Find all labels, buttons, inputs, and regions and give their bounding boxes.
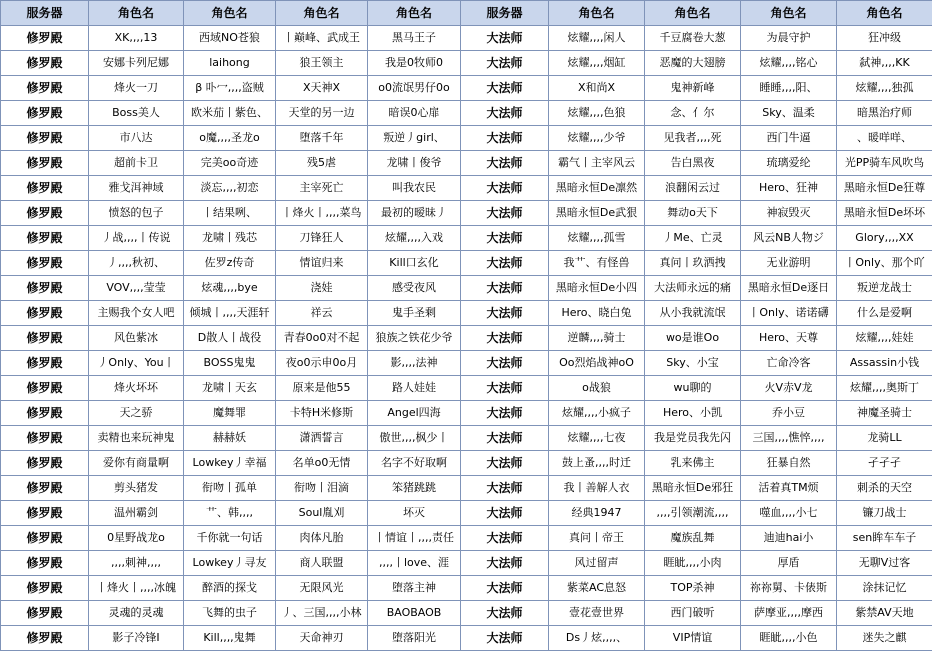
role-name-cell: 霸气丨主宰风云 [549, 151, 645, 176]
server-cell: 修罗殿 [1, 201, 89, 226]
role-name-cell: 厚盾 [741, 551, 837, 576]
server-cell: 修罗殿 [1, 401, 89, 426]
role-name-cell: 活着真TM烦 [741, 476, 837, 501]
role-name-cell: 炫耀,,,,小疯子 [549, 401, 645, 426]
role-name-cell: 坏灭 [368, 501, 461, 526]
role-name-cell: X和尚X [549, 76, 645, 101]
role-name-cell: 千豆腐卷大葱 [645, 26, 741, 51]
role-name-cell: 堕落千年 [276, 126, 368, 151]
role-name-cell: 睡睡,,,,阳、 [741, 76, 837, 101]
role-name-cell: 醉酒的探戈 [184, 576, 276, 601]
role-name-cell: 暗误0心扉 [368, 101, 461, 126]
role-name-cell: 炫耀,,,,独孤 [837, 76, 932, 101]
server-cell: 大法师 [461, 351, 549, 376]
table-header [1, 1, 932, 26]
role-name-cell: Kill口玄化 [368, 251, 461, 276]
role-name-cell: 我是党员我先闪 [645, 426, 741, 451]
table-row [1, 476, 932, 501]
table-row [1, 101, 932, 126]
role-name-cell: 紫禁AV天地 [837, 601, 932, 626]
role-name-cell: 炫耀,,,,铭心 [741, 51, 837, 76]
server-cell: 修罗殿 [1, 601, 89, 626]
role-name-cell: 刀锋狂人 [276, 226, 368, 251]
role-name-cell: 噬血,,,,小七 [741, 501, 837, 526]
role-name-cell: 黑马王子 [368, 26, 461, 51]
role-name-cell: 倾城丨,,,,天涯轩 [184, 301, 276, 326]
role-name-cell: Assassin小钱 [837, 351, 932, 376]
server-cell: 修罗殿 [1, 101, 89, 126]
role-name-cell: 无聊V过客 [837, 551, 932, 576]
role-name-cell: Lowkey丿寻友 [184, 551, 276, 576]
role-name-cell: 迪迪hai小 [741, 526, 837, 551]
server-cell: 大法师 [461, 551, 549, 576]
role-name-cell: 市八达 [89, 126, 184, 151]
role-name-cell: 叛逆龙战士 [837, 276, 932, 301]
role-name-cell: 睚眦,,,,小色 [741, 626, 837, 651]
role-name-cell: 丿Only、You丨 [89, 351, 184, 376]
server-cell: 修罗殿 [1, 551, 89, 576]
role-name-cell: 风云NB人物ジ [741, 226, 837, 251]
column-header-server: 服务器 [1, 1, 89, 26]
table-row [1, 501, 932, 526]
role-name-cell: 丨烽火丨,,,,冰魄 [89, 576, 184, 601]
role-name-cell: 丨巅峰、武成王 [276, 26, 368, 51]
role-name-cell: o战狼 [549, 376, 645, 401]
role-name-cell: 弑神,,,,KK [837, 51, 932, 76]
role-name-cell: 炫魂,,,,bye [184, 276, 276, 301]
server-cell: 修罗殿 [1, 51, 89, 76]
role-name-cell: Angel四海 [368, 401, 461, 426]
server-cell: 修罗殿 [1, 301, 89, 326]
header-row [1, 1, 932, 26]
role-name-cell: 镰刀战士 [837, 501, 932, 526]
table-body [1, 26, 932, 651]
role-name-cell: 名字不好取啊 [368, 451, 461, 476]
role-name-cell: 萨摩亚,,,,摩西 [741, 601, 837, 626]
server-cell: 大法师 [461, 26, 549, 51]
role-name-cell: 逆麟,,,,骑士 [549, 326, 645, 351]
server-cell: 大法师 [461, 151, 549, 176]
server-cell: 大法师 [461, 376, 549, 401]
server-cell: 修罗殿 [1, 501, 89, 526]
role-name-cell: Soul胤刈 [276, 501, 368, 526]
server-cell: 大法师 [461, 626, 549, 651]
role-name-cell: 飞舞的虫子 [184, 601, 276, 626]
server-cell: 修罗殿 [1, 151, 89, 176]
column-header-role-name: 角色名 [276, 1, 368, 26]
role-name-cell: 衔吻丨泪滴 [276, 476, 368, 501]
role-name-cell: 炫耀,,,,色狼 [549, 101, 645, 126]
role-name-cell: 衔吻丨孤单 [184, 476, 276, 501]
server-cell: 大法师 [461, 101, 549, 126]
role-name-cell: X天神X [276, 76, 368, 101]
table-row [1, 126, 932, 151]
role-name-cell: 叛逆丿girl、 [368, 126, 461, 151]
role-name-cell: 光PP骑车风吹鸟 [837, 151, 932, 176]
role-name-cell: Glory,,,,XX [837, 226, 932, 251]
server-cell: 修罗殿 [1, 76, 89, 101]
role-name-cell: 潇洒誓言 [276, 426, 368, 451]
role-name-cell: 丿Me、亡灵 [645, 226, 741, 251]
role-name-cell: 剪头猪发 [89, 476, 184, 501]
role-name-cell: XK,,,,13 [89, 26, 184, 51]
table-row [1, 76, 932, 101]
role-name-cell: ,,,,丨love、涯 [368, 551, 461, 576]
role-name-cell: laihong [184, 51, 276, 76]
table-row [1, 301, 932, 326]
server-cell: 大法师 [461, 451, 549, 476]
role-name-cell: β 卟冖,,,,盗贼 [184, 76, 276, 101]
role-name-cell: 炫耀,,,,少爷 [549, 126, 645, 151]
role-name-cell: 紫菜AC息怒 [549, 576, 645, 601]
table-row [1, 526, 932, 551]
role-name-cell: 丨Only、诺诺礴 [741, 301, 837, 326]
role-name-cell: Hero、天尊 [741, 326, 837, 351]
role-name-cell: 卡特H米修斯 [276, 401, 368, 426]
role-name-cell: 鬼手圣剩 [368, 301, 461, 326]
table-row [1, 226, 932, 251]
role-name-cell: 浪翻闲云过 [645, 176, 741, 201]
role-name-cell: TOP杀神 [645, 576, 741, 601]
server-cell: 大法师 [461, 201, 549, 226]
role-name-cell: 为晨守护 [741, 26, 837, 51]
role-name-cell: 丿,,,,秋初、 [89, 251, 184, 276]
role-name-cell: 安娜卡列尼娜 [89, 51, 184, 76]
role-name-cell: 西域NO苍狼 [184, 26, 276, 51]
table-row [1, 451, 932, 476]
role-name-cell: 肉体凡胎 [276, 526, 368, 551]
role-name-cell: Hero、小凯 [645, 401, 741, 426]
role-name-cell: 我丨善解人衣 [549, 476, 645, 501]
column-header-role-name: 角色名 [741, 1, 837, 26]
role-name-cell: 炫耀,,,,娃娃 [837, 326, 932, 351]
role-name-cell: 乳来佛主 [645, 451, 741, 476]
server-cell: 修罗殿 [1, 576, 89, 601]
role-name-cell: 黑暗永恒De狂尊 [837, 176, 932, 201]
server-cell: 修罗殿 [1, 326, 89, 351]
column-header-role-name: 角色名 [89, 1, 184, 26]
role-name-cell: 傲世,,,,枫少丨 [368, 426, 461, 451]
role-name-cell: 狼族之铁花少爷 [368, 326, 461, 351]
role-name-cell: 炫耀,,,,闲人 [549, 26, 645, 51]
role-name-cell: 主宰死亡 [276, 176, 368, 201]
role-name-cell: 原来是他55 [276, 376, 368, 401]
role-name-cell: Sky、小宝 [645, 351, 741, 376]
role-name-cell: 天命神刃 [276, 626, 368, 651]
role-name-cell: 狼王领主 [276, 51, 368, 76]
role-name-cell: 神魔圣骑士 [837, 401, 932, 426]
role-name-cell: 三国,,,,憔悴,,,, [741, 426, 837, 451]
table-row [1, 551, 932, 576]
role-name-cell: 爱你有商量啊 [89, 451, 184, 476]
role-name-cell: 龙骑LL [837, 426, 932, 451]
role-name-cell: 舞动o天下 [645, 201, 741, 226]
role-name-cell: 感受夜风 [368, 276, 461, 301]
server-cell: 修罗殿 [1, 626, 89, 651]
server-cell: 大法师 [461, 76, 549, 101]
server-cell: 修罗殿 [1, 526, 89, 551]
server-cell: 修罗殿 [1, 126, 89, 151]
role-name-cell: 什么是爱啊 [837, 301, 932, 326]
server-cell: 修罗殿 [1, 276, 89, 301]
column-header-server: 服务器 [461, 1, 549, 26]
server-cell: 修罗殿 [1, 226, 89, 251]
role-name-cell: 炫耀,,,,奥斯丁 [837, 376, 932, 401]
role-name-cell: ,,,,引领潮流,,,, [645, 501, 741, 526]
column-header-role-name: 角色名 [368, 1, 461, 26]
server-cell: 大法师 [461, 301, 549, 326]
role-name-cell: 欧米茄丨紫色、 [184, 101, 276, 126]
role-name-cell: 神寂毁灭 [741, 201, 837, 226]
role-name-cell: 超前卡卫 [89, 151, 184, 176]
role-name-cell: 丨结果咧、 [184, 201, 276, 226]
table-row [1, 251, 932, 276]
role-name-cell: 商人联盟 [276, 551, 368, 576]
column-header-role-name: 角色名 [645, 1, 741, 26]
role-name-cell: VIP情谊 [645, 626, 741, 651]
server-cell: 大法师 [461, 326, 549, 351]
role-name-cell: 黑暗永恒De邪狂 [645, 476, 741, 501]
server-cell: 修罗殿 [1, 476, 89, 501]
server-cell: 修罗殿 [1, 26, 89, 51]
role-name-cell: 黑暗永恒De小四 [549, 276, 645, 301]
role-name-cell: 最初的暧昧丿 [368, 201, 461, 226]
role-name-cell: 睚眦,,,,小肉 [645, 551, 741, 576]
role-name-cell: 恶魔的大翅膀 [645, 51, 741, 76]
server-cell: 大法师 [461, 426, 549, 451]
role-name-cell: wu聊的 [645, 376, 741, 401]
role-name-cell: 影,,,,法神 [368, 351, 461, 376]
role-name-cell: wo是谁Oo [645, 326, 741, 351]
role-name-cell: 炫耀,,,,烟缸 [549, 51, 645, 76]
role-name-cell: 炫耀,,,,七夜 [549, 426, 645, 451]
role-name-cell: 炫耀,,,,入戏 [368, 226, 461, 251]
role-name-cell: 丨烽火丨,,,,菜鸟 [276, 201, 368, 226]
role-name-cell: 黑暗永恒De坏坏 [837, 201, 932, 226]
role-name-cell: 壹花壹世界 [549, 601, 645, 626]
role-name-cell: 琉璃爱纶 [741, 151, 837, 176]
server-cell: 大法师 [461, 401, 549, 426]
server-cell: 大法师 [461, 51, 549, 76]
server-cell: 修罗殿 [1, 376, 89, 401]
role-name-cell: Lowkey丿幸福 [184, 451, 276, 476]
role-name-cell: 西门牛逼 [741, 126, 837, 151]
table-row [1, 626, 932, 651]
role-name-cell: 狂暴自然 [741, 451, 837, 476]
role-name-cell: 、暖咩咩、 [837, 126, 932, 151]
role-name-cell: 笨猪跳跳 [368, 476, 461, 501]
server-cell: 修罗殿 [1, 351, 89, 376]
role-name-cell: VOV,,,,莹莹 [89, 276, 184, 301]
role-name-cell: 鼓上蚤,,,,时迁 [549, 451, 645, 476]
role-name-cell: 情谊归来 [276, 251, 368, 276]
role-name-cell: 烽火坏坏 [89, 376, 184, 401]
role-name-cell: 夜o0示申0o月 [276, 351, 368, 376]
table-row [1, 601, 932, 626]
role-name-cell: 狂冲级 [837, 26, 932, 51]
role-name-cell: Ds丿炫,,,,、 [549, 626, 645, 651]
role-name-cell: 乔小豆 [741, 401, 837, 426]
role-name-cell: 丿、三国,,,,小林 [276, 601, 368, 626]
table-row [1, 151, 932, 176]
table-row [1, 351, 932, 376]
server-cell: 大法师 [461, 476, 549, 501]
role-name-cell: 卖精也来玩神鬼 [89, 426, 184, 451]
role-name-cell: 经典1947 [549, 501, 645, 526]
column-header-role-name: 角色名 [549, 1, 645, 26]
role-name-cell: 魔舞罪 [184, 401, 276, 426]
role-name-cell: 告白黑夜 [645, 151, 741, 176]
table-row [1, 176, 932, 201]
role-name-cell: 愤怒的包子 [89, 201, 184, 226]
role-name-cell: 我艹、有怪兽 [549, 251, 645, 276]
role-name-cell: ,,,,刺神,,,, [89, 551, 184, 576]
table-row [1, 51, 932, 76]
table-row [1, 576, 932, 601]
role-name-cell: 念、亻尔 [645, 101, 741, 126]
role-name-cell: BAOBAOB [368, 601, 461, 626]
role-name-cell: 炫耀,,,,孤雪 [549, 226, 645, 251]
role-name-cell: 刺杀的天空 [837, 476, 932, 501]
role-name-cell: Sky、温柔 [741, 101, 837, 126]
table-row [1, 426, 932, 451]
role-name-cell: 无限风光 [276, 576, 368, 601]
role-name-cell: 黑暗永恒De武狠 [549, 201, 645, 226]
role-name-cell: D散人丨战役 [184, 326, 276, 351]
role-name-cell: 淡忘,,,,初恋 [184, 176, 276, 201]
role-name-cell: 丨情谊丨,,,,责任 [368, 526, 461, 551]
server-cell: 大法师 [461, 126, 549, 151]
role-name-cell: 亡命冷客 [741, 351, 837, 376]
role-name-cell: 名单o0无情 [276, 451, 368, 476]
role-name-cell: 叫我农民 [368, 176, 461, 201]
role-name-cell: 残5虐 [276, 151, 368, 176]
role-name-cell: 无业游明 [741, 251, 837, 276]
role-name-cell: 火V赤V龙 [741, 376, 837, 401]
role-name-cell: 丿战,,,,丨传说 [89, 226, 184, 251]
role-name-cell: 祢祢舅、卡俵斯 [741, 576, 837, 601]
role-name-cell: Hero、晓白兔 [549, 301, 645, 326]
table-row [1, 376, 932, 401]
role-name-cell: 堕落主神 [368, 576, 461, 601]
role-name-cell: 真问丨帝王 [549, 526, 645, 551]
server-cell: 修罗殿 [1, 451, 89, 476]
role-name-cell: 从小我就流氓 [645, 301, 741, 326]
role-name-cell: 浇娃 [276, 276, 368, 301]
table-row [1, 201, 932, 226]
role-name-cell: o魔,,,,圣龙o [184, 126, 276, 151]
role-name-cell: 黑暗永恒De逐日 [741, 276, 837, 301]
role-name-cell: 主赐我个女人吧 [89, 301, 184, 326]
role-name-cell: 魔族乱舞 [645, 526, 741, 551]
role-name-cell: 黑暗永恒De凛然 [549, 176, 645, 201]
role-name-cell: 影子冷锋I [89, 626, 184, 651]
role-name-cell: 天堂的另一边 [276, 101, 368, 126]
role-name-cell: 千你就一句话 [184, 526, 276, 551]
role-name-cell: 天之骄 [89, 401, 184, 426]
role-name-cell: 温州霸剑 [89, 501, 184, 526]
role-name-cell: Kill,,,,鬼舞 [184, 626, 276, 651]
server-cell: 大法师 [461, 501, 549, 526]
role-name-cell: 鬼神新峰 [645, 76, 741, 101]
role-name-cell: 艹、韩,,,, [184, 501, 276, 526]
role-name-cell: 完美oo奇迹 [184, 151, 276, 176]
role-name-cell: 风过留声 [549, 551, 645, 576]
server-cell: 修罗殿 [1, 176, 89, 201]
role-name-cell: 见我者,,,,死 [645, 126, 741, 151]
server-cell: 修罗殿 [1, 426, 89, 451]
role-name-cell: 丨Only、那个吖 [837, 251, 932, 276]
column-header-role-name: 角色名 [837, 1, 932, 26]
role-name-cell: 青春0o0对不起 [276, 326, 368, 351]
role-name-cell: 龙啸丨残芯 [184, 226, 276, 251]
server-cell: 修罗殿 [1, 251, 89, 276]
role-name-cell: 涂抹记忆 [837, 576, 932, 601]
role-name-cell: Hero、狂神 [741, 176, 837, 201]
role-name-cell: 风色紫冰 [89, 326, 184, 351]
role-name-cell: 孑孑孑 [837, 451, 932, 476]
role-name-cell: 龙啸丨俊爷 [368, 151, 461, 176]
server-cell: 大法师 [461, 601, 549, 626]
table-row [1, 26, 932, 51]
role-name-cell: 堕落阳光 [368, 626, 461, 651]
server-cell: 大法师 [461, 251, 549, 276]
role-name-cell: 祥云 [276, 301, 368, 326]
role-name-cell: 灵魂的灵魂 [89, 601, 184, 626]
role-name-cell: 暗黑治疗师 [837, 101, 932, 126]
role-name-cell: 烽火一刀 [89, 76, 184, 101]
role-name-cell: 赫赫妖 [184, 426, 276, 451]
server-cell: 大法师 [461, 526, 549, 551]
table-row [1, 401, 932, 426]
role-name-cell: 路人娃娃 [368, 376, 461, 401]
role-name-cell: 迷失之麒 [837, 626, 932, 651]
role-name-cell: 我是0牧师0 [368, 51, 461, 76]
role-name-cell: 真问丨玖洒拽 [645, 251, 741, 276]
role-name-cell: sen眸车车子 [837, 526, 932, 551]
role-name-cell: BOSS鬼鬼 [184, 351, 276, 376]
table-row [1, 276, 932, 301]
server-cell: 大法师 [461, 576, 549, 601]
server-cell: 大法师 [461, 276, 549, 301]
role-name-cell: 0星野战龙o [89, 526, 184, 551]
role-name-cell: 雅戈洱神域 [89, 176, 184, 201]
role-name-cell: 龙啸丨天玄 [184, 376, 276, 401]
role-name-cell: o0流氓男仔0o [368, 76, 461, 101]
role-name-cell: 西门破听 [645, 601, 741, 626]
role-name-cell: Oo烈焰战神oO [549, 351, 645, 376]
role-name-cell: 大法师永远的痛 [645, 276, 741, 301]
server-cell: 大法师 [461, 176, 549, 201]
column-header-role-name: 角色名 [184, 1, 276, 26]
role-name-cell: 佐罗z传奇 [184, 251, 276, 276]
server-cell: 大法师 [461, 226, 549, 251]
table-row [1, 326, 932, 351]
role-name-cell: Boss美人 [89, 101, 184, 126]
